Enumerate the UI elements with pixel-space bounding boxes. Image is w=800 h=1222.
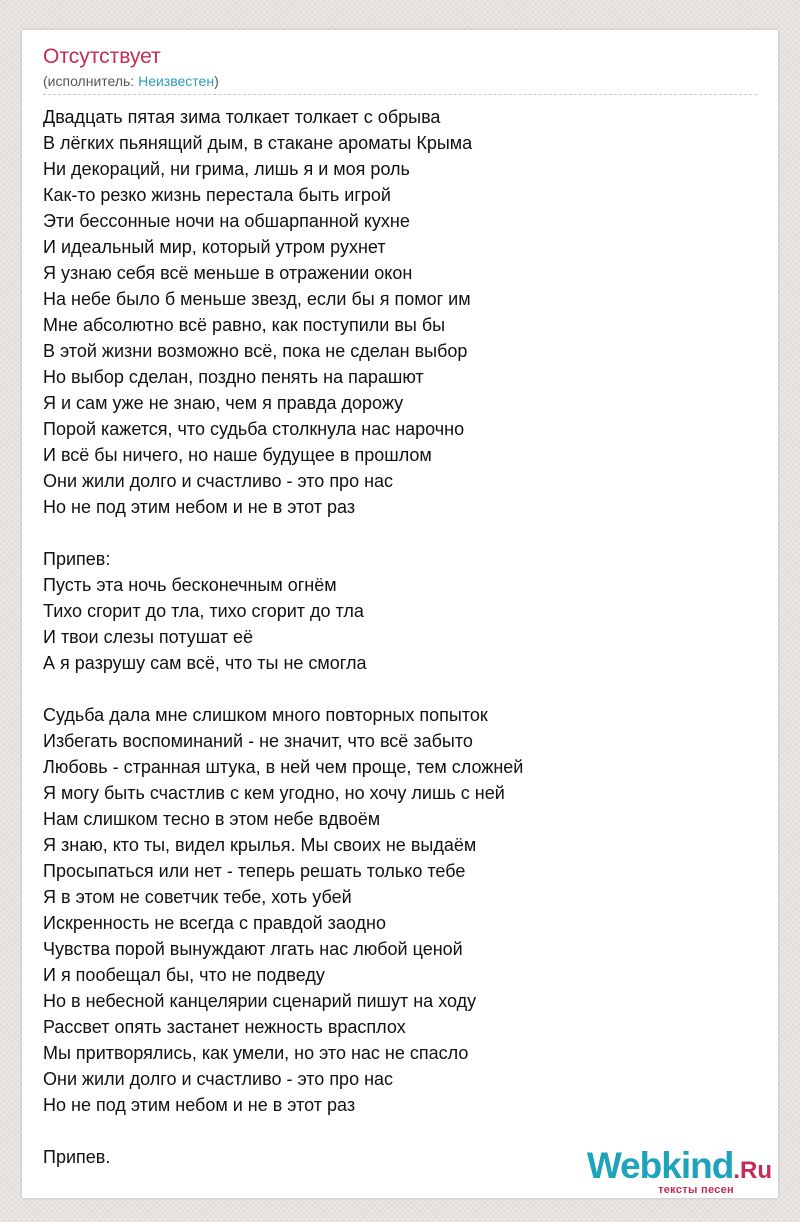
lyric-line: И идеальный мир, который утром рухнет: [43, 237, 386, 257]
artist-link[interactable]: Неизвестен: [138, 73, 215, 89]
lyric-line: Мне абсолютно всё равно, как поступили вы бы: [43, 315, 446, 335]
lyric-line: Я могу быть счастлив с кем угодно, но хочу лишь с ней: [43, 783, 505, 803]
lyric-line: Избегать воспоминаний - не значит, что всё забыто: [43, 731, 473, 751]
lyric-line: Судьба дала мне слишком много повторных попыток: [43, 705, 488, 725]
lyric-line: Нам слишком тесно в этом небе вдвоём: [43, 809, 381, 829]
stanza-gap: [43, 676, 758, 702]
lyric-line: Я узнаю себя всё меньше в отражении окон: [43, 263, 413, 283]
lyric-line: А я разрушу сам всё, что ты не смогла: [43, 653, 367, 673]
lyric-line: Просыпаться или нет - теперь решать только тебе: [43, 861, 466, 881]
lyric-line: Ни декораций, ни грима, лишь я и моя роль: [43, 159, 410, 179]
lyric-line: Припев.: [43, 1147, 111, 1167]
lyric-line: Рассвет опять застанет нежность врасплох: [43, 1017, 406, 1037]
lyric-line: Припев:: [43, 549, 111, 569]
lyric-line: Любовь - странная штука, в ней чем проще, тем сложней: [43, 757, 524, 777]
lyrics-card: [22, 30, 778, 1198]
logo-wordmark: Webkind: [586, 1145, 734, 1186]
lyric-line: Я в этом не советчик тебе, хоть убей: [43, 887, 352, 907]
lyric-line: Но выбор сделан, поздно пенять на парашют: [43, 367, 424, 387]
stanza-gap: [43, 1118, 758, 1144]
lyric-line: Как-то резко жизнь перестала быть игрой: [43, 185, 391, 205]
lyric-line: Я и сам уже не знаю, чем я правда дорожу: [43, 393, 404, 413]
lyric-line: И твои слезы потушат её: [43, 627, 254, 647]
header-divider: [43, 94, 757, 95]
lyric-line: И я пообещал бы, что не подведу: [43, 965, 325, 985]
lyric-line: Они жили долго и счастливо - это про нас: [43, 471, 394, 491]
stanza-gap: [43, 520, 758, 546]
lyric-line: На небе было б меньше звезд, если бы я помог им: [43, 289, 471, 309]
lyric-line: Я знаю, кто ты, видел крылья. Мы своих не выдаём: [43, 835, 477, 855]
song-title: Отсутствует: [43, 45, 161, 68]
lyric-line: И всё бы ничего, но наше будущее в прошлом: [43, 445, 432, 465]
lyric-line: Порой кажется, что судьба столкнула нас нарочно: [43, 419, 465, 439]
lyric-line: Тихо сгорит до тла, тихо сгорит до тла: [43, 601, 364, 621]
artist-line: [43, 72, 758, 90]
lyric-line: Они жили долго и счастливо - это про нас: [43, 1069, 394, 1089]
site-logo[interactable]: [587, 1147, 772, 1196]
lyric-line: Пусть эта ночь бесконечным огнём: [43, 575, 337, 595]
lyric-line: Эти бессонные ночи на обшарпанной кухне: [43, 211, 410, 231]
lyric-line: Но не под этим небом и не в этот раз: [43, 1095, 356, 1115]
artist-suffix: ): [214, 73, 219, 89]
lyric-line: Мы притворялись, как умели, но это нас не спасло: [43, 1043, 469, 1063]
lyric-line: Искренность не всегда с правдой заодно: [43, 913, 386, 933]
logo-domain: .Ru: [733, 1157, 772, 1184]
logo-subtitle: тексты песен: [658, 1184, 734, 1196]
lyric-line: Чувства порой вынуждают лгать нас любой ценой: [43, 939, 463, 959]
lyric-line: Но не под этим небом и не в этот раз: [43, 497, 356, 517]
artist-prefix: (исполнитель:: [43, 73, 139, 89]
lyric-line: Но в небесной канцелярии сценарий пишут на ходу: [43, 991, 477, 1011]
lyric-line: В этой жизни возможно всё, пока не сделан выбор: [43, 341, 468, 361]
lyric-line: В лёгких пьянящий дым, в стакане ароматы Крыма: [43, 133, 473, 153]
lyric-line: Двадцать пятая зима толкает толкает с обрыва: [43, 107, 441, 127]
lyrics-text: [43, 104, 758, 1170]
